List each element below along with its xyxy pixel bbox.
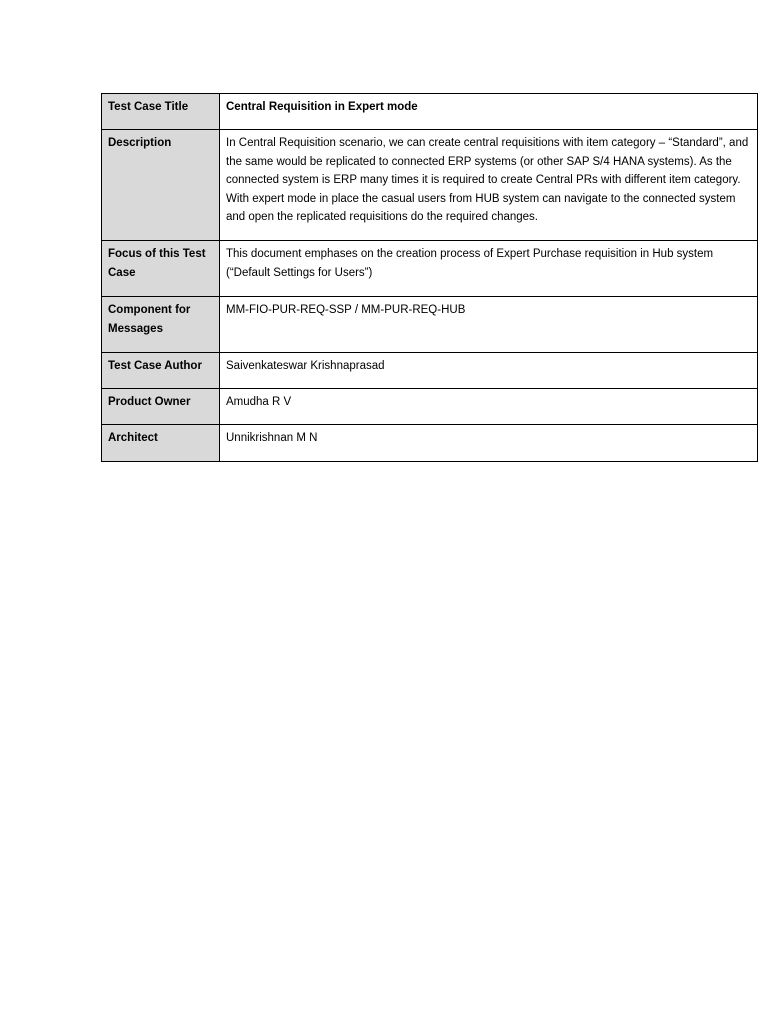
author-label: Test Case Author [102,353,220,389]
table-row-test-case-title [102,94,758,130]
focus-value: This document emphases on the creation process of Expert Purchase requisition in Hub system (“Default Settings for Users”) [220,241,758,297]
table-row-description [102,130,758,241]
architect-value: Unnikrishnan M N [220,425,758,462]
table-row-author [102,353,758,389]
table-row-architect [102,425,758,462]
architect-label: Architect [102,425,220,462]
description-label: Description [102,130,220,241]
component-label: Component for Messages [102,297,220,353]
description-value: In Central Requisition scenario, we can create central requisitions with item category – “Standard”, and the same would be replicated to connected ERP systems (or other SAP S/4 HANA systems). As the connected system is ERP many times it is required to create Central PRs with different item category. With expert mode in place the casual users from HUB system can navigate to the connected system and open the replicated requisitions do the required changes. [220,130,758,241]
test-case-table [101,93,758,462]
table-row-focus [102,241,758,297]
product-owner-label: Product Owner [102,389,220,425]
test-case-title-label: Test Case Title [102,94,220,130]
author-value: Saivenkateswar Krishnaprasad [220,353,758,389]
product-owner-value: Amudha R V [220,389,758,425]
test-case-title-value: Central Requisition in Expert mode [220,94,758,130]
table-row-product-owner [102,389,758,425]
component-value: MM-FIO-PUR-REQ-SSP / MM-PUR-REQ-HUB [220,297,758,353]
focus-label: Focus of this Test Case [102,241,220,297]
table-row-component [102,297,758,353]
